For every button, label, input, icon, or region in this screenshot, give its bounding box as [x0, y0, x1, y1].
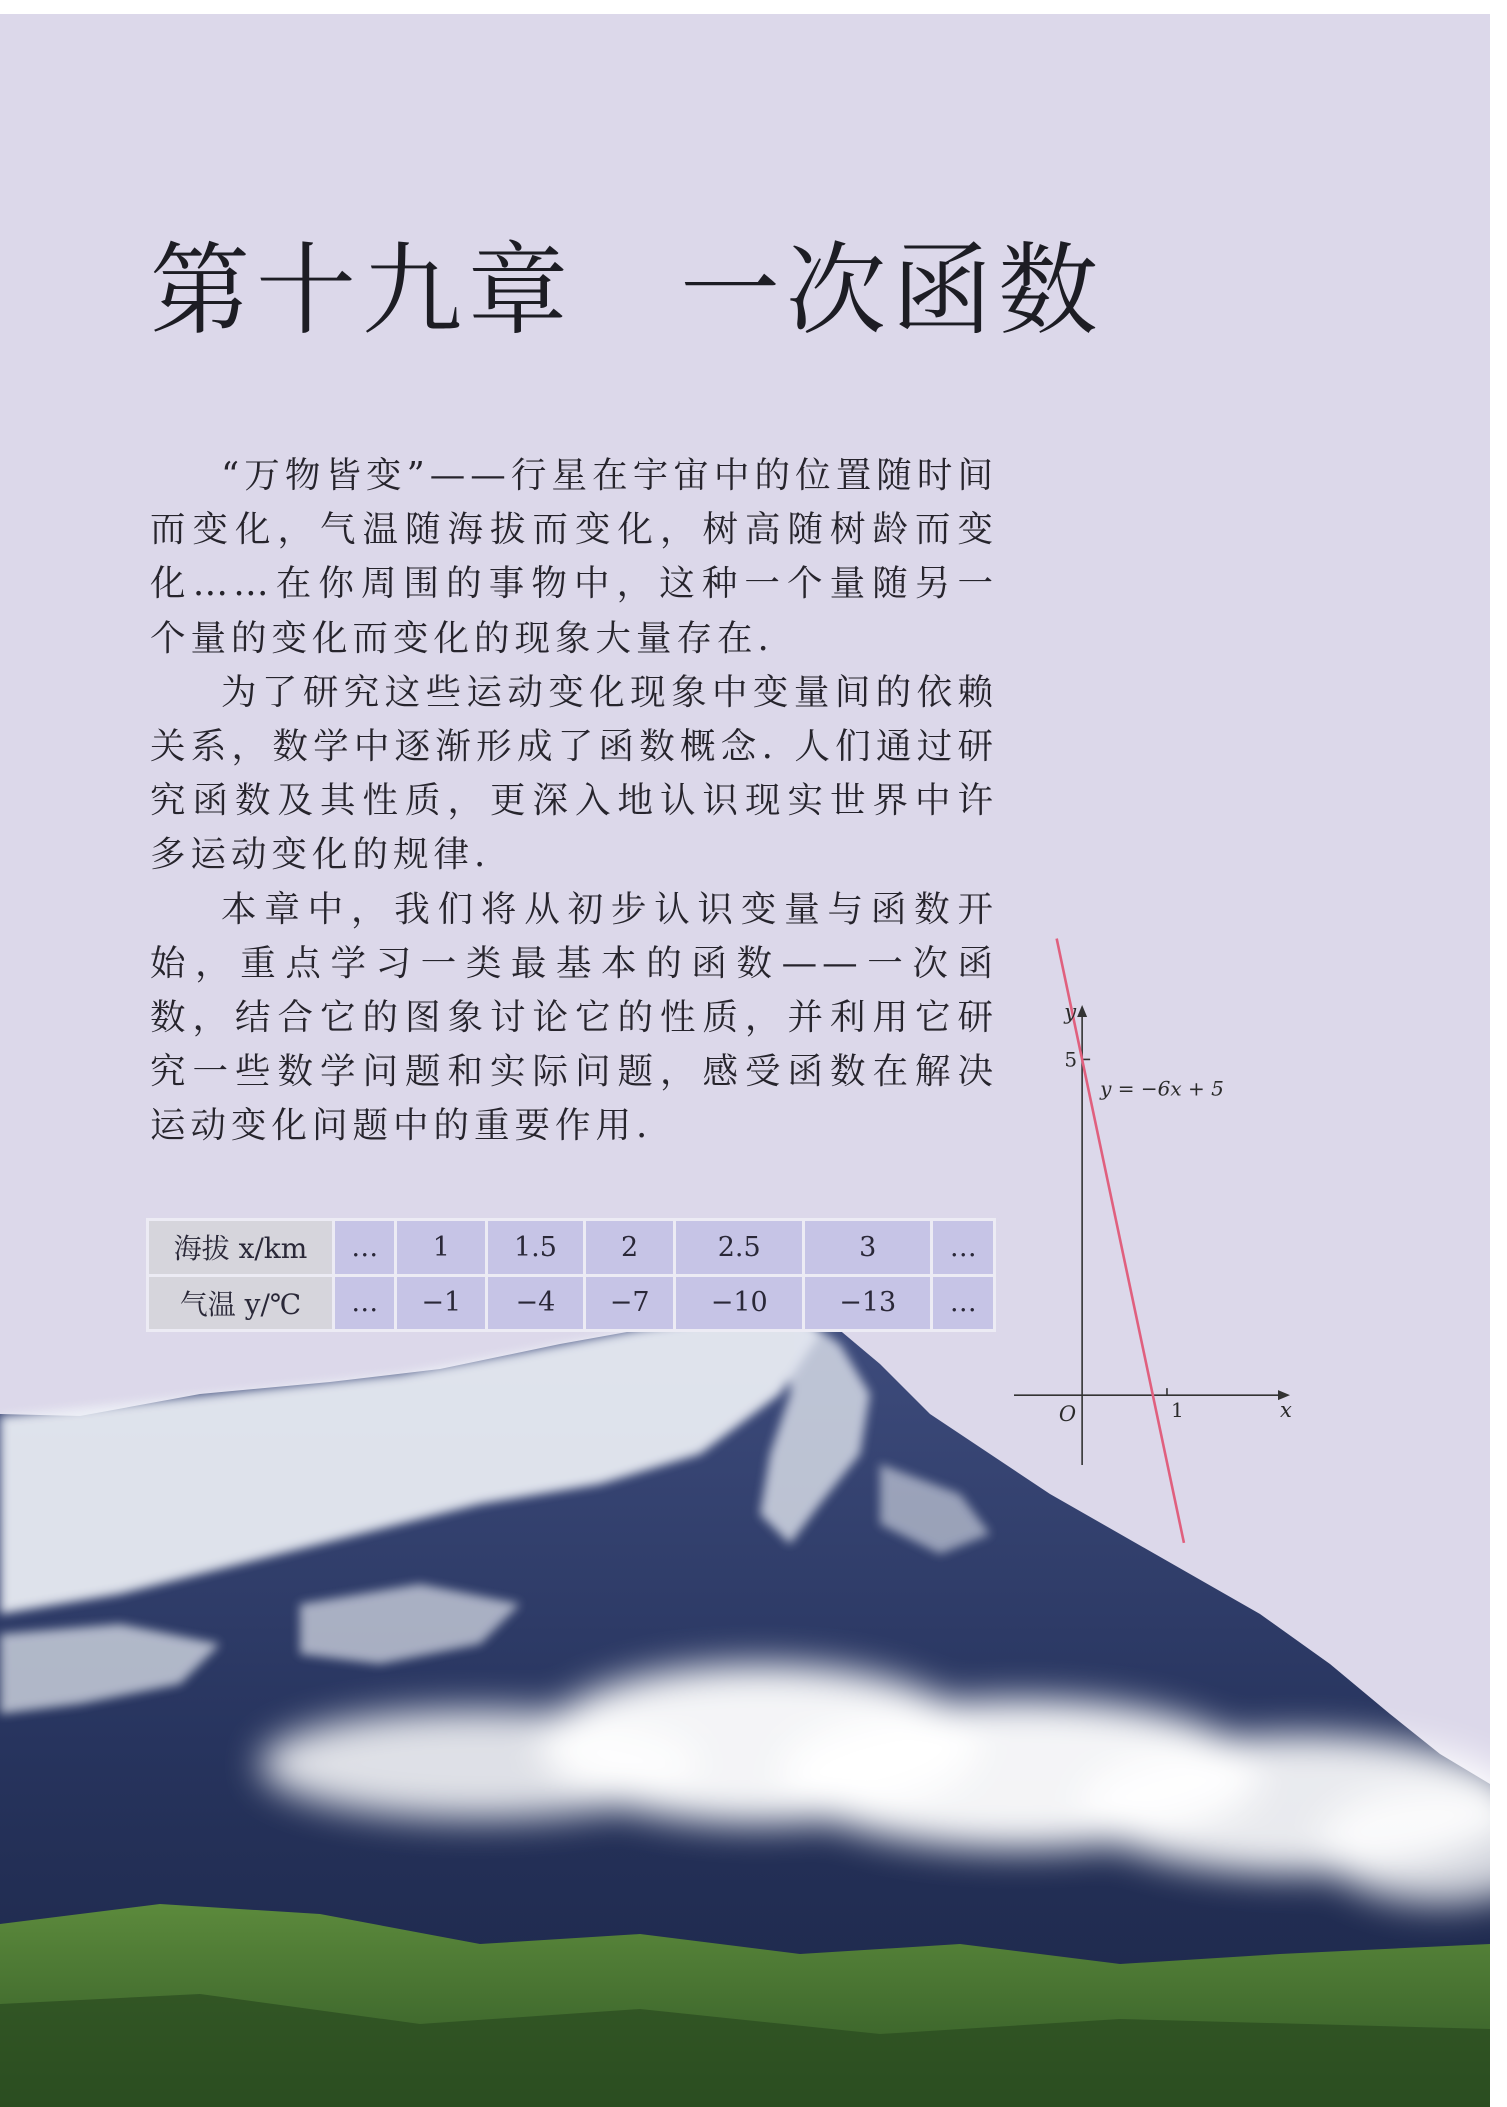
table-row-header: 气温 y/℃: [149, 1277, 332, 1330]
table-cell: …: [335, 1277, 394, 1330]
x-tick-label: 1: [1170, 1398, 1184, 1423]
table-cell: −4: [488, 1277, 583, 1330]
x-axis-label: x: [1280, 1398, 1292, 1423]
table-cell: 1.5: [488, 1221, 583, 1274]
table-cell: 2.5: [676, 1221, 802, 1274]
y-tick-label: 5: [1064, 1047, 1078, 1072]
table-row: [149, 1221, 993, 1274]
table-cell: 1: [397, 1221, 485, 1274]
intro-paragraph-3: 本章中，我们将从初步认识变量与函数开始，重点学习一类最基本的函数——一次函数，结合它的图象讨论它的性质，并利用它研究一些数学问题和实际问题，感受函数在解决运动变化问题中的重要作用.: [150, 888, 998, 1147]
intro-paragraph-1: “万物皆变”——行星在宇宙中的位置随时间而变化，气温随海拔而变化，树高随树龄而变化……在你周围的事物中，这种一个量随另一个量的变化而变化的现象大量存在.: [150, 455, 998, 659]
intro-paragraph-2: 为了研究这些运动变化现象中变量间的依赖关系，数学中逐渐形成了函数概念. 人们通过研究函数及其性质，更深入地认识现实世界中许多运动变化的规律.: [150, 671, 998, 876]
table-cell: 2: [586, 1221, 674, 1274]
y-axis-label: y: [1064, 1000, 1077, 1024]
table-cell: −7: [586, 1277, 674, 1330]
intro-text: [150, 449, 998, 1154]
origin-label: O: [1058, 1402, 1077, 1427]
page: [0, 14, 1490, 2107]
table-row: [149, 1277, 993, 1330]
chapter-title: 第十九章 一次函数: [150, 232, 1104, 349]
table-cell: −13: [805, 1277, 931, 1330]
table-row-header: 海拔 x/km: [149, 1221, 332, 1274]
table-cell: 3: [805, 1221, 931, 1274]
table-cell: −1: [397, 1277, 485, 1330]
linear-function-graph: [1010, 999, 1290, 1469]
series-line: [1057, 939, 1184, 1543]
series-label: y = −6x + 5: [1100, 1076, 1224, 1101]
table-cell: …: [933, 1221, 993, 1274]
y-axis-arrow: [1077, 1005, 1087, 1017]
table-cell: …: [933, 1277, 993, 1330]
table-cell: −10: [676, 1277, 802, 1330]
altitude-temperature-table: [146, 1218, 996, 1332]
table-cell: …: [335, 1221, 394, 1274]
